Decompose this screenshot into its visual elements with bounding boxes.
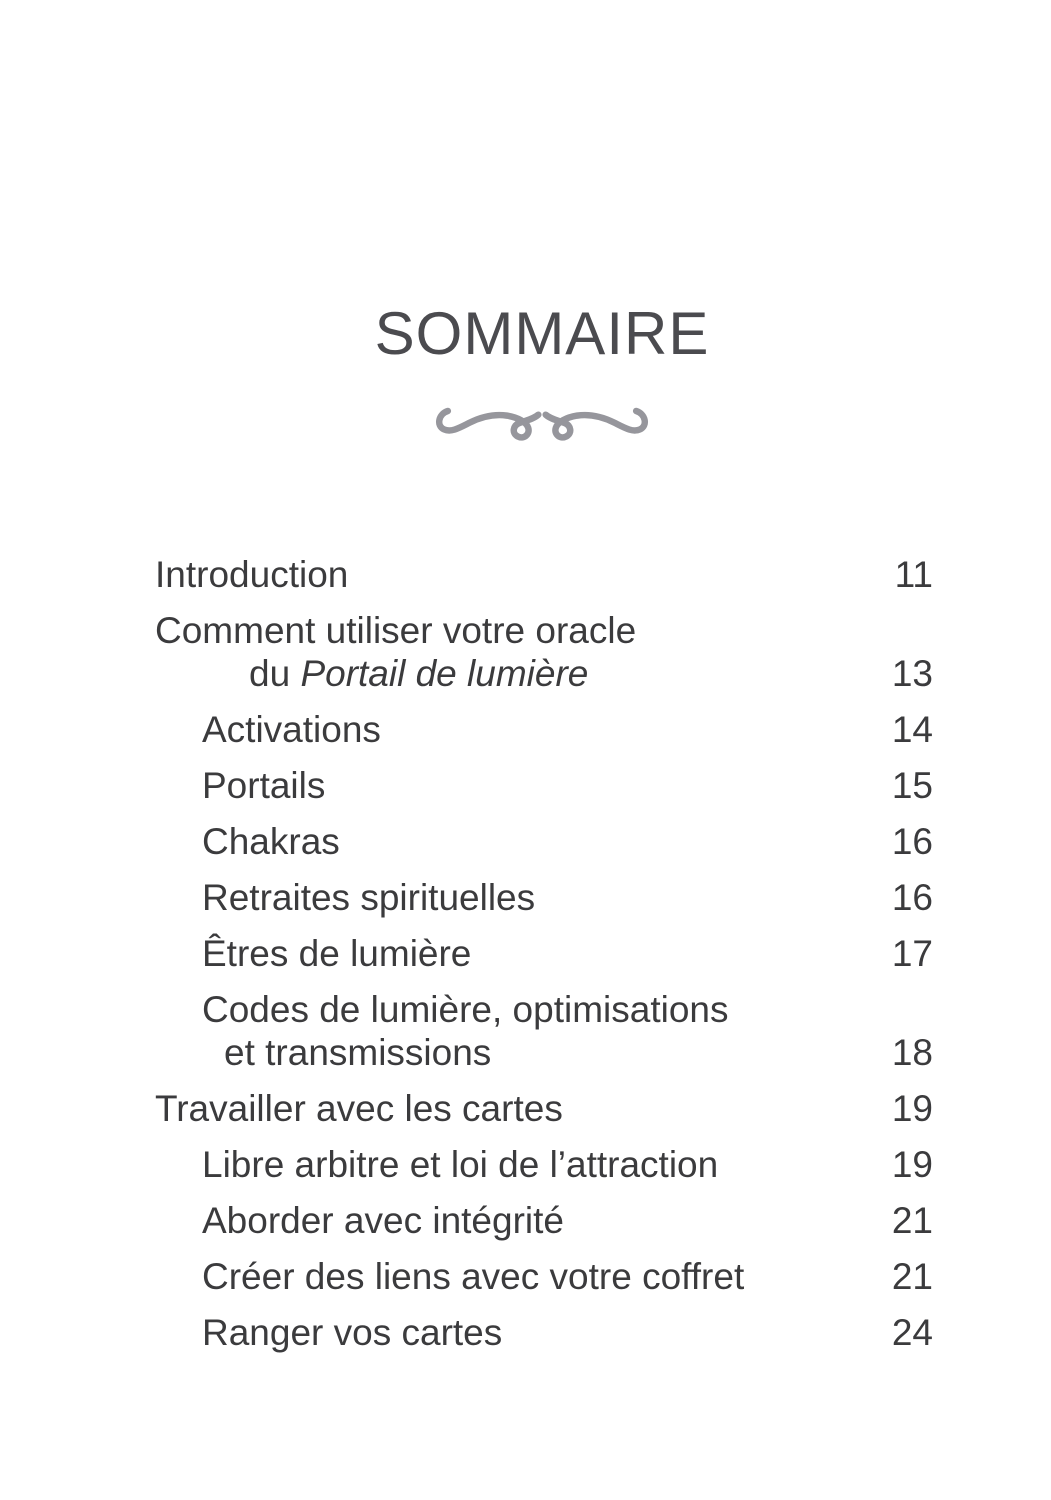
- toc-entry: [155, 1311, 933, 1354]
- toc-entry-title: Libre arbitre et loi de l’attraction: [202, 1144, 719, 1185]
- toc-entry-label: [155, 820, 871, 863]
- toc-entry-page-number: 16: [891, 821, 933, 862]
- toc-entry: [155, 932, 933, 975]
- toc-entry-title: Introduction: [155, 554, 349, 595]
- toc-entry-title: Aborder avec intégrité: [202, 1200, 564, 1241]
- toc-entry-label: [155, 1311, 871, 1354]
- toc-entry-title: Créer des liens avec votre coffret: [202, 1256, 745, 1297]
- toc-entry-title: Chakras: [202, 821, 340, 862]
- toc-entry: [155, 708, 933, 751]
- toc-entry-title: Comment utiliser votre oracle: [155, 610, 637, 651]
- toc-entry-label: [155, 932, 871, 975]
- toc-entry-title: Codes de lumière, optimisations: [202, 989, 729, 1030]
- toc-entry: [155, 1199, 933, 1242]
- toc-entry-page-number: 14: [891, 709, 933, 750]
- toc-entry-label: [155, 1143, 871, 1186]
- toc-entry: [155, 1087, 933, 1130]
- toc-entry: [155, 764, 933, 807]
- toc-entry-title-wrap: et transmissions: [224, 1032, 492, 1073]
- toc-entry-label: [155, 609, 871, 695]
- flourish-ornament-icon: [429, 399, 655, 447]
- toc-entry-label: [155, 988, 871, 1074]
- toc-entry-label: [155, 764, 871, 807]
- toc-entry-title: Êtres de lumière: [202, 933, 472, 974]
- toc-entry-label: [155, 876, 871, 919]
- toc-entry-title: Activations: [202, 709, 381, 750]
- toc-entry-page-number: 19: [891, 1144, 933, 1185]
- toc-entry-label: [155, 553, 871, 596]
- toc-entry: [155, 553, 933, 596]
- toc-entry-title-italic: Portail de lumière: [300, 653, 589, 694]
- toc-entry-title: Portails: [202, 765, 326, 806]
- toc-entry-title: Retraites spirituelles: [202, 877, 536, 918]
- toc-entry-page-number: 17: [891, 933, 933, 974]
- toc-entry-label: [155, 1255, 871, 1298]
- page-title: SOMMAIRE: [374, 300, 710, 367]
- toc-entry-page-number: 21: [891, 1256, 933, 1297]
- toc-entry-title: Travailler avec les cartes: [155, 1088, 563, 1129]
- toc-entry-page-number: 11: [894, 554, 933, 595]
- toc-entry-page-number: 21: [891, 1200, 933, 1241]
- toc-entry-page-number: 24: [891, 1312, 933, 1353]
- toc-entry: [155, 820, 933, 863]
- toc-entry-page-number: 15: [891, 765, 933, 806]
- toc-entry: [155, 1143, 933, 1186]
- toc-entry-page-number: 16: [891, 877, 933, 918]
- flourish-right-icon: [546, 411, 645, 437]
- toc-entry-page-number: 13: [891, 653, 933, 694]
- toc-entry-label: [155, 1087, 871, 1130]
- flourish-left-icon: [439, 411, 538, 437]
- toc-entry: [155, 988, 933, 1074]
- toc-entry-label: [155, 708, 871, 751]
- toc-entry-title-wrap: du Portail de lumière: [249, 653, 589, 694]
- toc-list: [155, 553, 933, 1367]
- toc-entry-page-number: 19: [891, 1088, 933, 1129]
- toc-entry: [155, 1255, 933, 1298]
- toc-entry: [155, 609, 933, 695]
- toc-entry: [155, 876, 933, 919]
- toc-entry-page-number: 18: [891, 1032, 933, 1073]
- toc-entry-label: [155, 1199, 871, 1242]
- toc-entry-title: Ranger vos cartes: [202, 1312, 503, 1353]
